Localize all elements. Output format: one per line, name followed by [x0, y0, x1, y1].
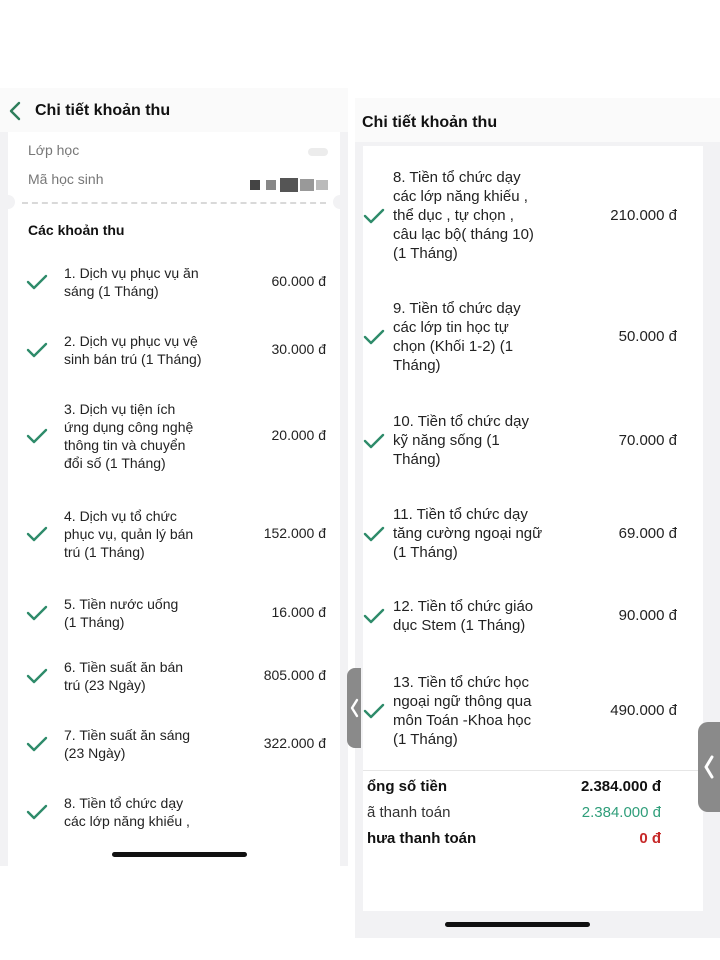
fee-item-name	[64, 658, 239, 694]
fee-item-amount: 50.000 đ	[618, 328, 677, 345]
fee-item-amount: 322.000 đ	[263, 735, 326, 751]
fee-item-name	[64, 595, 239, 631]
paid-value: 2.384.000 đ	[581, 804, 661, 821]
fee-item-line: thông tin và chuyển	[64, 437, 186, 453]
check-icon	[26, 605, 48, 621]
fee-item-name	[393, 505, 583, 562]
divider	[22, 202, 326, 204]
side-handle[interactable]	[698, 722, 720, 812]
fee-item	[363, 168, 703, 263]
check-icon	[26, 804, 48, 820]
fee-item	[8, 332, 340, 368]
paid-label: ã thanh toán	[367, 804, 451, 821]
fee-item-name	[64, 507, 239, 561]
fee-item-line: trú (1 Tháng)	[64, 544, 145, 560]
paid-row	[363, 804, 703, 828]
fee-item-line: (1 Tháng)	[393, 731, 458, 748]
fee-item-line: 13. Tiền tổ chức học	[393, 674, 529, 691]
fee-item-amount: 210.000 đ	[610, 206, 677, 224]
chevron-left-icon	[6, 100, 26, 122]
check-icon	[26, 274, 48, 290]
fee-item-line: 6. Tiền suất ăn bán	[64, 659, 184, 675]
fee-item	[8, 794, 340, 830]
ticket-notch-left	[1, 195, 15, 209]
fee-item-line: đổi số (1 Tháng)	[64, 455, 166, 471]
right-screenshot	[355, 98, 720, 938]
details-card	[363, 146, 703, 911]
fee-item-line: các lớp năng khiếu ,	[64, 813, 190, 829]
fee-item-line: tăng cường ngoại ngữ	[393, 525, 543, 542]
home-indicator[interactable]	[445, 922, 590, 927]
fee-item-amount: 490.000 đ	[610, 702, 677, 719]
fee-item-line: môn Toán -Khoa học	[393, 712, 532, 729]
fee-item-line: thể dục , tự chọn ,	[393, 207, 514, 224]
fee-item-name	[64, 264, 239, 300]
page-title: Chi tiết khoản thu	[362, 114, 498, 131]
fee-item-line: (1 Tháng)	[393, 245, 458, 262]
unpaid-label: hưa thanh toán	[367, 830, 477, 847]
unpaid-value: 0 đ	[639, 830, 661, 847]
fee-item-amount: 20.000 đ	[271, 427, 326, 443]
fee-item-line: Tháng)	[393, 451, 441, 468]
fee-item-line: 5. Tiền nước uống	[64, 596, 179, 612]
back-button[interactable]	[6, 100, 26, 122]
fee-item-name	[64, 794, 239, 830]
fee-item-name	[393, 168, 583, 263]
fee-item-line: các lớp năng khiếu ,	[393, 188, 528, 205]
fee-item-line: 7. Tiền suất ăn sáng	[64, 727, 191, 743]
page-title: Chi tiết khoản thu	[35, 102, 171, 119]
left-screenshot	[0, 88, 348, 866]
fee-item-line: 3. Dịch vụ tiện ích	[64, 401, 176, 417]
fee-item-line: chọn (Khối 1-2) (1	[393, 338, 514, 355]
fee-item-amount: 805.000 đ	[263, 667, 326, 683]
fee-item	[363, 673, 703, 749]
fee-item-line: sáng (1 Tháng)	[64, 283, 159, 299]
fee-item-line: Tháng)	[393, 357, 441, 374]
fee-item-line: 8. Tiền tổ chức dạy	[64, 795, 184, 811]
check-icon	[26, 736, 48, 752]
check-icon	[26, 668, 48, 684]
fee-item-line: kỹ năng sống (1	[393, 432, 500, 449]
class-value-indicator	[308, 148, 328, 156]
fee-item-line: câu lạc bộ( tháng 10)	[393, 226, 534, 243]
fee-item	[8, 400, 340, 472]
fee-item-line: 2. Dịch vụ phục vụ vệ	[64, 333, 198, 349]
details-card	[8, 132, 340, 866]
fee-item-line: 9. Tiền tổ chức dạy	[393, 300, 521, 317]
fee-item-amount: 30.000 đ	[271, 341, 326, 357]
home-indicator[interactable]	[112, 852, 247, 857]
totals-divider	[363, 770, 703, 771]
fee-item-line: 12. Tiền tổ chức giáo	[393, 598, 534, 615]
unpaid-row	[363, 830, 703, 854]
fee-item	[8, 264, 340, 300]
class-label: Lớp học	[28, 142, 80, 158]
fee-item-name	[393, 412, 583, 469]
fee-item	[8, 595, 340, 631]
fee-item	[363, 597, 703, 635]
fee-item-line: sinh bán trú (1 Tháng)	[64, 351, 202, 367]
fee-item	[8, 658, 340, 694]
student-id-value-redacted	[250, 178, 332, 192]
section-title: Các khoản thu	[28, 222, 125, 238]
total-label: ổng số tiền	[367, 778, 447, 795]
fee-item-line: phục vụ, quản lý bán	[64, 526, 194, 542]
fee-item-line: các lớp tin học tự	[393, 319, 509, 336]
check-icon	[26, 342, 48, 358]
fee-item-amount: 60.000 đ	[271, 273, 326, 289]
fee-item-name	[64, 400, 239, 472]
fee-item-amount: 69.000 đ	[618, 524, 677, 542]
fee-item-name	[64, 726, 239, 762]
fee-item-line: 11. Tiền tổ chức dạy	[393, 506, 528, 523]
check-icon	[363, 703, 385, 719]
fee-item-name	[393, 597, 583, 635]
fee-item-amount: 90.000 đ	[618, 607, 677, 624]
fee-item-line: (1 Tháng)	[64, 614, 125, 630]
side-handle[interactable]	[347, 668, 361, 748]
fee-item	[8, 726, 340, 762]
ticket-notch-right	[333, 195, 347, 209]
fee-item-line: trú (23 Ngày)	[64, 677, 146, 693]
fee-item	[363, 505, 703, 562]
fee-item-line: (23 Ngày)	[64, 745, 126, 761]
fee-item-amount: 16.000 đ	[271, 604, 326, 620]
check-icon	[363, 526, 385, 542]
fee-item-name	[393, 673, 583, 749]
check-icon	[363, 608, 385, 624]
fee-item	[363, 412, 703, 469]
fee-item	[363, 299, 703, 375]
fee-item-line: dục Stem (1 Tháng)	[393, 617, 526, 634]
fee-item-line: (1 Tháng)	[393, 544, 458, 561]
fee-item-line: 8. Tiền tổ chức dạy	[393, 169, 521, 186]
check-icon	[363, 329, 385, 345]
fee-item-line: ứng dụng công nghệ	[64, 419, 194, 435]
check-icon	[363, 433, 385, 449]
total-value: 2.384.000 đ	[580, 778, 661, 795]
fee-item-line: 1. Dịch vụ phục vụ ăn	[64, 265, 199, 281]
check-icon	[363, 208, 385, 224]
check-icon	[26, 526, 48, 542]
header-bar	[355, 98, 720, 142]
chevron-left-icon	[347, 668, 361, 748]
fee-item-amount: 70.000 đ	[618, 431, 677, 449]
fee-item-line: 10. Tiền tổ chức dạy	[393, 413, 529, 430]
fee-item-amount: 152.000 đ	[263, 525, 326, 541]
fee-item-name	[64, 332, 239, 368]
check-icon	[26, 428, 48, 444]
fee-item-line: 4. Dịch vụ tổ chức	[64, 508, 177, 524]
fee-item-line: ngoại ngữ thông qua	[393, 693, 532, 710]
chevron-left-icon	[698, 722, 720, 812]
fee-item-name	[393, 299, 583, 375]
fee-item	[8, 507, 340, 561]
student-id-label: Mã học sinh	[28, 171, 104, 187]
total-row	[363, 778, 703, 802]
header-bar	[0, 88, 348, 132]
